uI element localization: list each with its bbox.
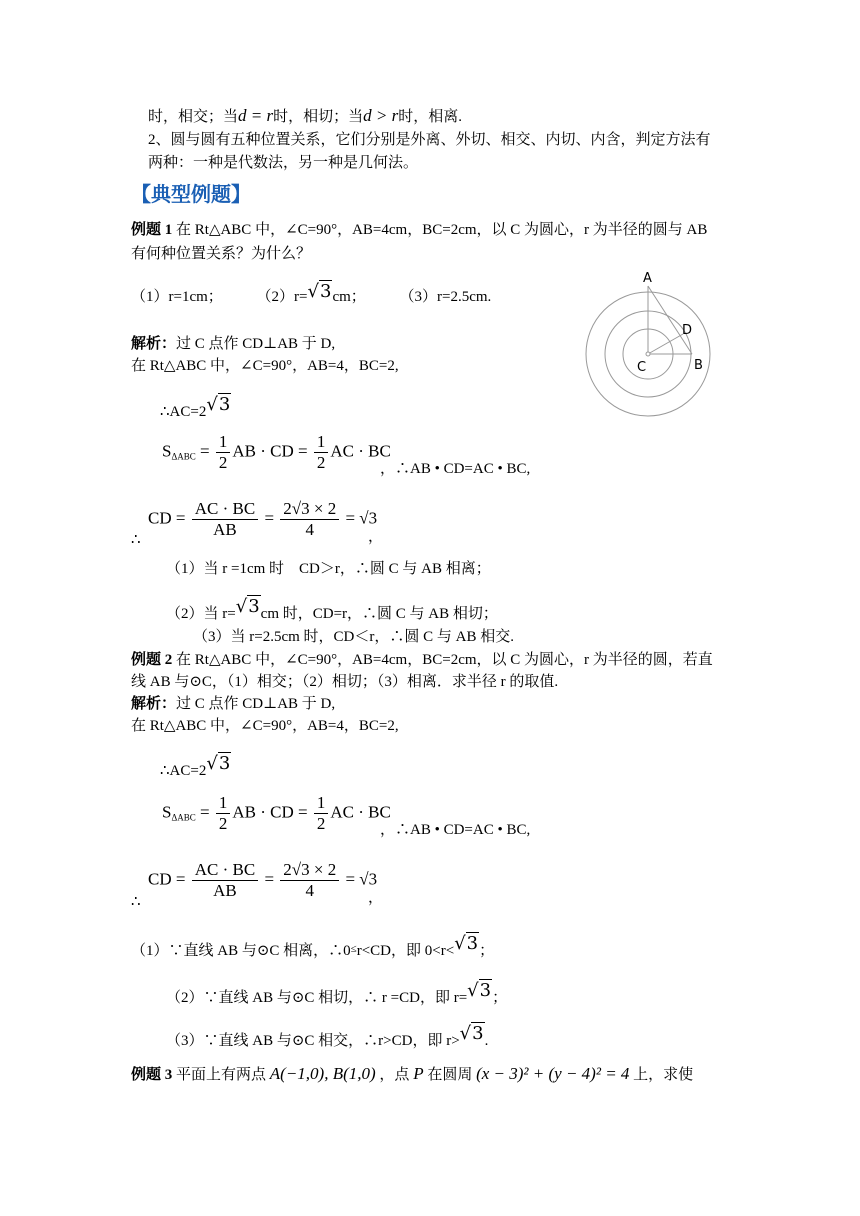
frac-num: 1 xyxy=(314,793,329,814)
sqrt-radicand: 3 xyxy=(479,980,492,1001)
cd: CD xyxy=(148,508,172,528)
eq-d-greater-r: d > r xyxy=(363,106,399,125)
ex2-c2b: ； xyxy=(492,990,508,1006)
sqrt-radicand: 3 xyxy=(218,394,231,415)
ab-cd: AB · CD xyxy=(232,802,294,822)
frac-num: 2√3 × 2 xyxy=(280,499,339,520)
ex1-sol1-text: 过 C 点作 CD⊥AB 于 D, xyxy=(176,336,336,352)
ex2-case-2 xyxy=(166,981,507,1008)
frac-den: 4 xyxy=(305,520,314,539)
ex1-line-1 xyxy=(131,220,707,240)
sqrt-radicand: 3 xyxy=(218,753,231,774)
sqrt-radicand: 3 xyxy=(472,1023,484,1044)
intro-text-c: 时，相离. xyxy=(398,109,462,125)
ex2-cd-formula xyxy=(148,860,377,901)
label-b: B xyxy=(694,358,703,373)
intro-line-1 xyxy=(148,106,462,127)
ex2-case-3 xyxy=(166,1024,488,1051)
ex1-opt2a: （2）r= xyxy=(256,289,308,305)
ex2-c3a: （3）∵直线 AB 与⊙C 相交，∴r>CD，即 r> xyxy=(166,1033,460,1049)
ex1-ab-cd-text: ，∴AB • CD=AC • BC, xyxy=(380,461,531,477)
cd: CD xyxy=(148,869,172,889)
ex3-text-a: 平面上有两点 xyxy=(172,1067,270,1083)
equals: = xyxy=(345,508,356,528)
comma: ， xyxy=(368,890,384,906)
ex2-ac-text: ∴AC=2 xyxy=(160,763,207,779)
ex1-opt3: （3）r=2.5cm. xyxy=(399,289,492,305)
s-subscript: ΔABC xyxy=(171,451,196,462)
ex2-c1a: （1）∵直线 AB 与⊙C 相离，∴0 xyxy=(131,943,351,959)
fraction-half xyxy=(314,793,329,834)
label-c: C xyxy=(637,360,647,375)
fraction-acbc-ab xyxy=(192,499,258,540)
equals: = xyxy=(298,802,308,822)
ex3-point-p: P xyxy=(413,1064,424,1083)
intro-text-a: 时，相交；当 xyxy=(148,109,239,125)
frac-num: 1 xyxy=(216,793,231,814)
sqrt-3: √3 xyxy=(206,394,231,415)
ex1-case-3: （3）当 r=2.5cm 时，CD＜r，∴圆 C 与 AB 相交. xyxy=(193,629,514,645)
ex1-sol-1 xyxy=(131,334,335,354)
ex1-text1: 在 Rt△ABC 中，∠C=90°，AB=4cm，BC=2cm，以 C 为圆心，r 为半径的圆与 AB xyxy=(172,222,708,238)
ex2-line-1 xyxy=(131,650,713,670)
frac-den: 2 xyxy=(316,814,326,833)
ex1-cd-formula xyxy=(148,499,377,540)
segment-cd xyxy=(648,334,683,354)
ex2-ab-cd-text: ，∴AB • CD=AC • BC, xyxy=(380,822,531,838)
therefore-symbol: ∴ xyxy=(131,532,141,548)
ab-cd: AB · CD xyxy=(232,441,294,461)
frac-den: 2 xyxy=(218,453,228,472)
ex2-ac xyxy=(160,754,231,781)
ex2-area-formula xyxy=(162,793,391,834)
ex3-text-c: 在圆周 xyxy=(423,1067,477,1083)
ex2-sol1-text: 过 C 点作 CD⊥AB 于 D, xyxy=(176,696,336,712)
frac-num: 1 xyxy=(216,432,231,453)
ex1-ac-text: ∴AC=2 xyxy=(160,404,207,420)
sqrt-radicand: 3 xyxy=(466,933,479,954)
equals: = xyxy=(175,869,186,889)
intro-line-2: 2、圆与圆有五种位置关系，它们分别是外离、外切、相交、内切、内含，判定方法有 xyxy=(148,132,711,148)
frac-den: 2 xyxy=(218,814,228,833)
ex1-c2a: （2）当 r= xyxy=(166,606,236,622)
frac-num: AC · BC xyxy=(192,499,258,520)
equals: = xyxy=(298,441,308,461)
intro-text-b: 时，相切；当 xyxy=(273,109,364,125)
sqrt-3: √3 xyxy=(206,753,231,774)
label-d: D xyxy=(682,323,693,338)
ex1-line-2: 有何种位置关系？为什么？ xyxy=(131,246,312,262)
fraction-value xyxy=(280,499,339,540)
fraction-half xyxy=(216,793,231,834)
ex3-points: A(−1,0), B(1,0) xyxy=(269,1064,376,1083)
ex1-c2b: cm 时，CD=r，∴圆 C 与 AB 相切； xyxy=(260,606,498,622)
ex1-sol-label: 解析： xyxy=(131,336,177,352)
fraction-half xyxy=(314,432,329,473)
ex3-text-b: ，点 xyxy=(375,1067,414,1083)
comma: ， xyxy=(368,529,384,545)
sqrt-3: √3 xyxy=(467,980,492,1001)
frac-den: AB xyxy=(213,881,237,900)
ex2-sol-1 xyxy=(131,694,335,714)
ex2-c1c: ； xyxy=(479,943,495,959)
fraction-acbc-ab xyxy=(192,860,258,901)
sqrt-3: √3 xyxy=(459,1023,484,1044)
ex3-circle-eq: (x − 3)² + (y − 4)² = 4 xyxy=(476,1064,630,1083)
equals: = xyxy=(345,869,356,889)
sqrt-radicand: 3 xyxy=(319,281,332,302)
ex3-line xyxy=(131,1064,693,1085)
equals: = xyxy=(264,869,275,889)
ex1-label: 例题 1 xyxy=(131,222,173,238)
frac-num: 1 xyxy=(314,432,329,453)
ex2-c2a: （2）∵直线 AB 与⊙C 相切，∴ r =CD，即 r= xyxy=(166,990,468,1006)
ex2-line-2: 线 AB 与⊙C，（1）相交；（2）相切；（3）相离．求半径 r 的取值. xyxy=(131,674,559,690)
equals: = xyxy=(200,802,210,822)
frac-den: 4 xyxy=(305,881,314,900)
sqrt3-result: √3 xyxy=(359,508,378,528)
sqrt-radicand: 3 xyxy=(248,596,260,617)
sqrt3-result: √3 xyxy=(359,869,378,889)
ex1-sol-2: 在 Rt△ABC 中，∠C=90°，AB=4，BC=2, xyxy=(131,358,399,374)
frac-num: AC · BC xyxy=(192,860,258,881)
fraction-half xyxy=(216,432,231,473)
equals: = xyxy=(200,441,210,461)
ex2-sol-2: 在 Rt△ABC 中，∠C=90°，AB=4，BC=2, xyxy=(131,718,399,734)
intro-line-3: 两种：一种是代数法，另一种是几何法。 xyxy=(148,155,419,171)
ex1-options xyxy=(131,282,491,307)
ex2-c3b: . xyxy=(484,1033,489,1049)
ex2-c1b: r<CD，即 0<r< xyxy=(356,943,455,959)
equals: = xyxy=(264,508,275,528)
sqrt-3: √3 xyxy=(454,933,479,954)
ex1-case-2 xyxy=(166,597,498,624)
label-a: A xyxy=(643,271,652,286)
eq-d-equals-r: d = r xyxy=(238,106,274,125)
section-title: 【典型例题】 xyxy=(131,182,251,206)
ac-bc: AC · BC xyxy=(330,802,391,822)
s-subscript: ΔABC xyxy=(171,812,196,823)
equals: = xyxy=(175,508,186,528)
ex1-opt1: （1）r=1cm； xyxy=(131,289,223,305)
frac-num: 2√3 × 2 xyxy=(280,860,339,881)
ex2-case-1 xyxy=(131,934,494,961)
ex3-text-d: 上，求使 xyxy=(629,1067,694,1083)
ex1-case-1: （1）当 r =1cm 时 CD＞r，∴圆 C 与 AB 相离； xyxy=(166,561,491,577)
center-point xyxy=(646,352,650,356)
frac-den: AB xyxy=(213,520,237,539)
le-symbol: ≤ xyxy=(350,943,357,955)
fraction-value xyxy=(280,860,339,901)
sqrt-3: √3 xyxy=(235,596,260,617)
circle-diagram xyxy=(585,268,715,418)
ac-bc: AC · BC xyxy=(330,441,391,461)
ex1-area-formula xyxy=(162,432,391,473)
s-symbol: S xyxy=(162,441,172,461)
ex1-ac xyxy=(160,395,231,422)
ex1-opt2b: cm； xyxy=(332,289,366,305)
ex3-label: 例题 3 xyxy=(131,1067,173,1083)
sqrt-3: √3 xyxy=(307,281,332,302)
ex2-sol-label: 解析： xyxy=(131,696,177,712)
ex2-text1: 在 Rt△ABC 中，∠C=90°，AB=4cm，BC=2cm，以 C 为圆心，r 为半径的圆，若直 xyxy=(172,652,713,668)
therefore-symbol: ∴ xyxy=(131,894,141,910)
ex2-label: 例题 2 xyxy=(131,652,173,668)
frac-den: 2 xyxy=(316,453,326,472)
s-symbol: S xyxy=(162,802,172,822)
